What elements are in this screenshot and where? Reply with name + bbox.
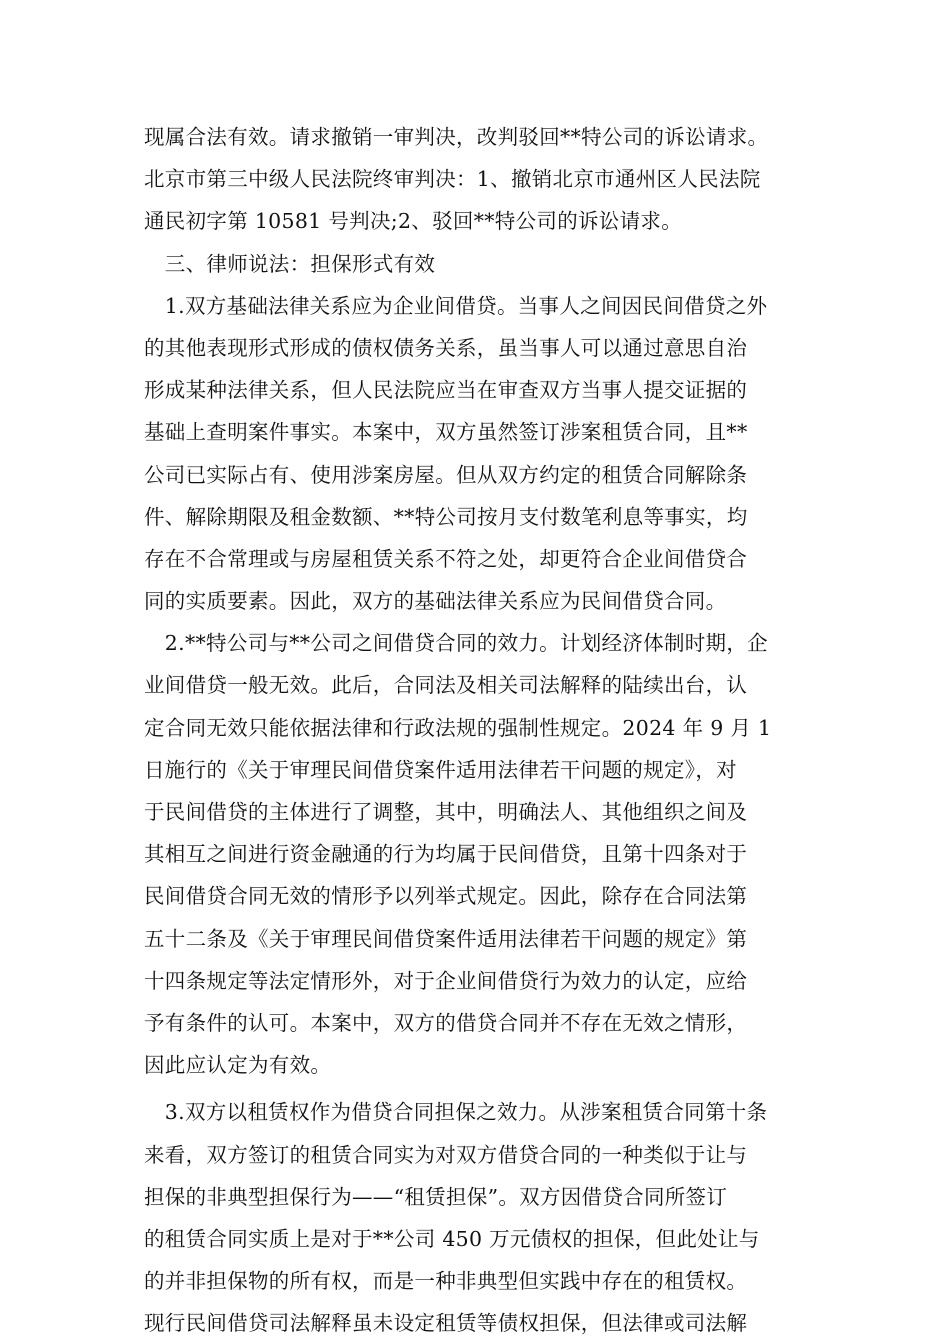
text-line: 定合同无效只能依据法律和行政法规的强制性规定。2024 年 9 月 1 xyxy=(144,715,772,740)
text-line: 的租赁合同实质上是对于**公司 450 万元债权的担保，但此处让与 xyxy=(144,1226,760,1251)
text-line: 日施行的《关于审理民间借贷案件适用法律若干问题的规定》，对 xyxy=(144,757,737,782)
text-line: 其相互之间进行资金融通的行为均属于民间借贷，且第十四条对于 xyxy=(144,842,748,867)
text-line: 的其他表现形式形成的债权债务关系，虽当事人可以通过意思自治 xyxy=(144,335,748,360)
text-line: 民间借贷合同无效的情形予以列举式规定。因此，除存在合同法第 xyxy=(144,884,748,909)
text-line: 业间借贷一般无效。此后，合同法及相关司法解释的陆续出台，认 xyxy=(144,673,748,698)
text-line: 2.**特公司与**公司之间借贷合同的效力。计划经济体制时期，企 xyxy=(144,631,768,656)
text-line: 予有条件的认可。本案中，双方的借贷合同并不存在无效之情形， xyxy=(144,1010,748,1035)
text-line: 件、解除期限及租金数额、**特公司按月支付数笔利息等事实，均 xyxy=(144,504,748,529)
text-line: 五十二条及《关于审理民间借贷案件适用法律若干问题的规定》第 xyxy=(144,926,748,951)
text-line: 同的实质要素。因此，双方的基础法律关系应为民间借贷合同。 xyxy=(144,589,727,614)
text-line: 现行民间借贷司法解释虽未设定租赁等债权担保，但法律或司法解 xyxy=(144,1311,748,1336)
text-line: 形成某种法律关系，但人民法院应当在审查双方当事人提交证据的 xyxy=(144,378,748,403)
text-line: 公司已实际占有、使用涉案房屋。但从双方约定的租赁合同解除条 xyxy=(144,462,748,487)
text-line: 3.双方以租赁权作为借贷合同担保之效力。从涉案租赁合同第十条 xyxy=(144,1100,768,1125)
text-line: 来看，双方签订的租赁合同实为对双方借贷合同的一种类似于让与 xyxy=(144,1142,748,1167)
text-line: 现属合法有效。请求撤销一审判决，改判驳回**特公司的诉讼请求。 xyxy=(144,125,769,149)
text-line: 1.双方基础法律关系应为企业间借贷。当事人之间因民间借贷之外 xyxy=(144,293,768,318)
text-line: 于民间借贷的主体进行了调整，其中，明确法人、其他组织之间及 xyxy=(144,800,748,824)
text-line: 十四条规定等法定情形外，对于企业间借贷行为效力的认定，应给 xyxy=(144,968,748,993)
text-line: 北京市第三中级人民法院终审判决：1、撤销北京市通州区人民法院 xyxy=(144,167,761,192)
document-page xyxy=(144,116,814,1344)
text-line: 的并非担保物的所有权，而是一种非典型但实践中存在的租赁权。 xyxy=(144,1269,748,1294)
text-line: 因此应认定为有效。 xyxy=(144,1053,332,1078)
text-line: 担保的非典型担保行为——“租赁担保”。双方因借贷合同所签订 xyxy=(144,1184,728,1209)
text-line: 基础上查明案件事实。本案中，双方虽然签订涉案租赁合同，且** xyxy=(144,420,748,445)
text-line: 存在不合常理或与房屋租赁关系不符之处，却更符合企业间借贷合 xyxy=(144,546,748,571)
text-line: 通民初字第 10581 号判决;2、驳回**特公司的诉讼请求。 xyxy=(144,209,682,234)
section-heading: 三、律师说法：担保形式有效 xyxy=(144,251,436,276)
